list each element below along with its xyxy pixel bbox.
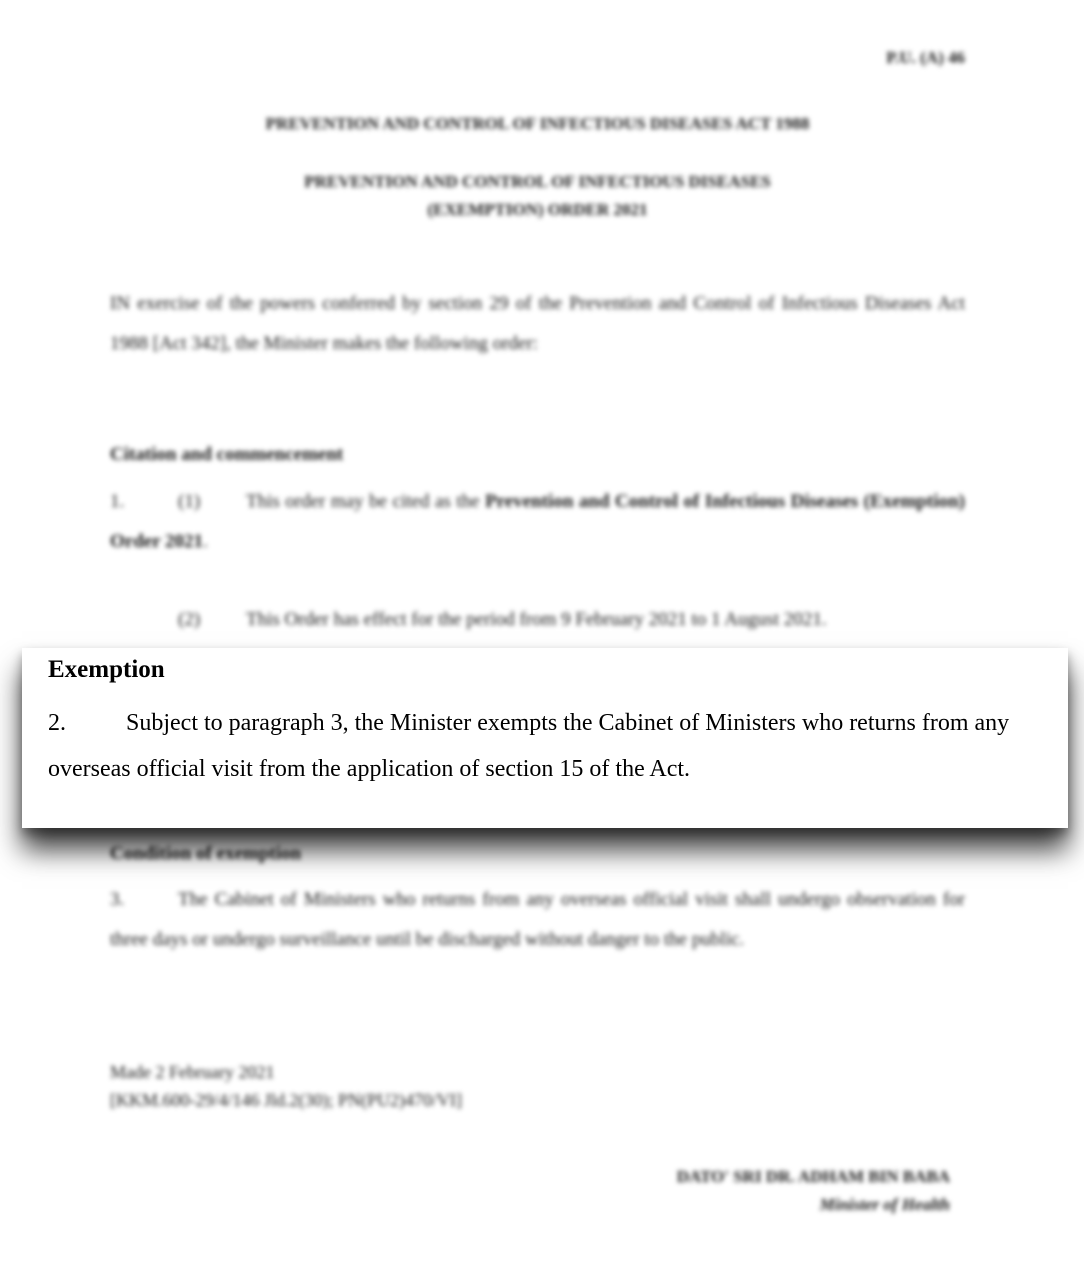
made-block [110,1058,462,1114]
exemption-paragraph-text: Subject to paragraph 3, the Minister exempts the Cabinet of Ministers who returns from any overseas official visit from the application of section 15 of the Act. [48,710,1010,782]
paragraph-1-2 [178,600,965,640]
preamble-paragraph: IN exercise of the powers conferred by section 29 of the Prevention and Control of Infectious Diseases Act 1988 [Act 342], the Minister makes the following order: [110,293,965,354]
highlighted-exemption-card [22,648,1068,828]
act-title: PREVENTION AND CONTROL OF INFECTIOUS DISEASES ACT 1988 [265,114,810,133]
paragraph-1-text: This order may be cited as the [246,491,480,512]
paragraph-3-number: 3. [110,889,125,910]
paragraph-1-2-number: (2) [178,609,201,630]
paragraph-1 [110,482,965,562]
file-reference: [KKM.600-29/4/146 Jld.2(30); PN(PU2)470/VI] [110,1090,462,1110]
paragraph-1-end: . [203,531,208,552]
order-title [110,168,965,224]
paragraph-3-text: The Cabinet of Ministers who returns from any overseas official visit shall undergo observation for three days or undergo surveillance until be discharged without danger to the public. [110,889,965,950]
exemption-paragraph-number: 2. [48,710,66,736]
paragraph-1-sub-number: (1) [178,491,201,512]
citation-heading: Citation and commencement [110,444,344,465]
signature-block [600,1163,950,1219]
order-title-line-2: (EXEMPTION) ORDER 2021 [427,200,648,219]
made-date: Made 2 February 2021 [110,1062,275,1082]
paragraph-3 [110,880,965,960]
exemption-heading: Exemption [48,656,165,683]
gazette-reference: P.U. (A) 46 [886,48,965,67]
paragraph-1-number: 1. [110,491,125,512]
condition-heading: Condition of exemption [110,843,302,864]
order-title-line-1: PREVENTION AND CONTROL OF INFECTIOUS DISEASES [304,172,771,191]
order-short-title: Prevention and Control of Infectious Diseases (Exemption) Order 2021 [110,491,966,552]
signatory-role: Minister of Health [819,1195,950,1214]
exemption-paragraph [48,700,1038,792]
signatory-name: DATO' SRI DR. ADHAM BIN BABA [676,1167,950,1186]
paragraph-1-2-text: This Order has effect for the period from 9 February 2021 to 1 August 2021. [246,609,827,630]
